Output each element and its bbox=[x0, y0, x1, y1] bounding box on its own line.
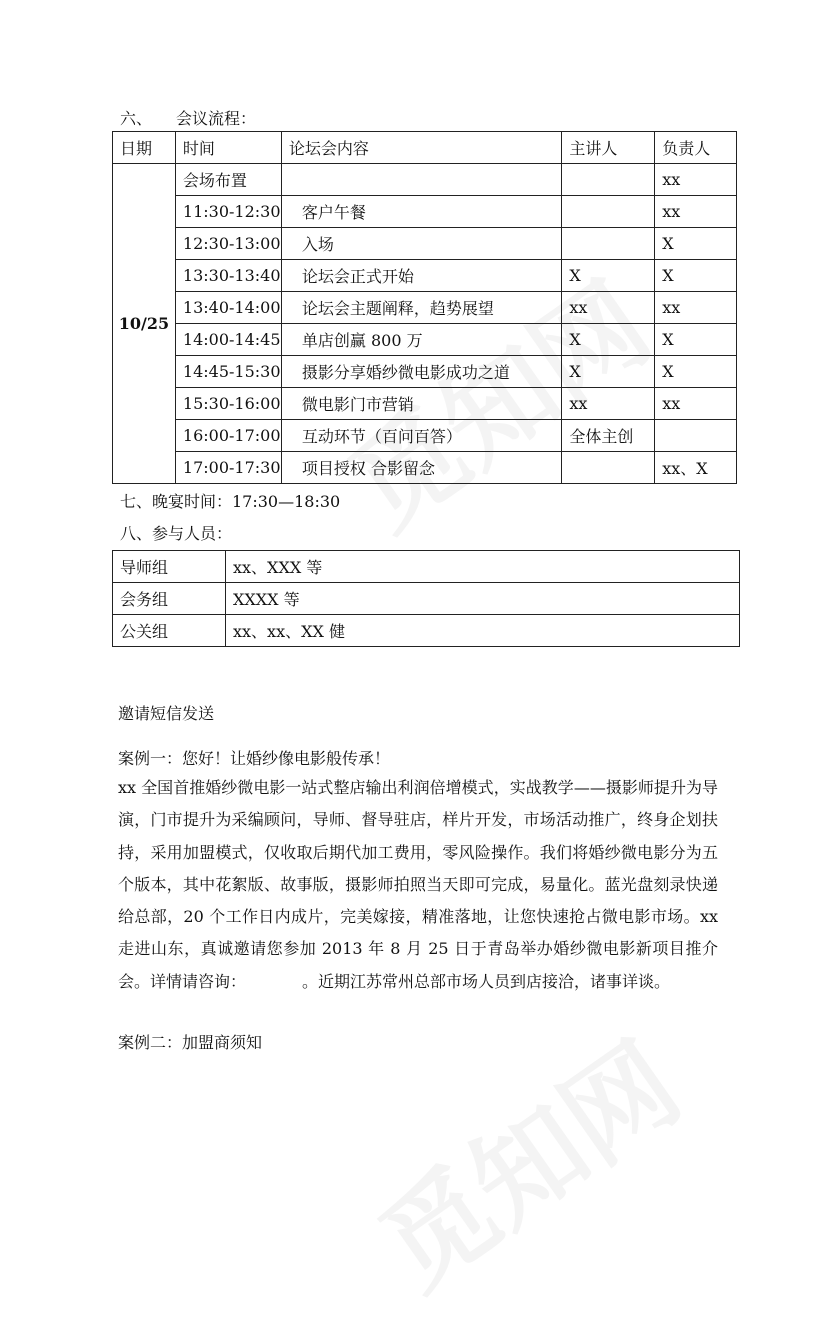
table-row bbox=[113, 228, 737, 260]
table-row bbox=[113, 583, 740, 615]
date-cell: 10/25 bbox=[113, 164, 176, 484]
schedule-header-row bbox=[113, 132, 737, 164]
header-owner: 负责人 bbox=[655, 132, 737, 164]
content-cell: 单店创赢 800 万 bbox=[281, 324, 562, 356]
owner-cell: xx bbox=[655, 388, 737, 420]
members-cell: xx、xx、XX 健 bbox=[226, 615, 740, 647]
content-cell: 互动环节（百问百答） bbox=[281, 420, 562, 452]
table-row bbox=[113, 292, 737, 324]
owner-cell: xx bbox=[655, 292, 737, 324]
time-cell: 15:30-16:00 bbox=[175, 388, 281, 420]
content-cell: 入场 bbox=[281, 228, 562, 260]
time-cell: 12:30-13:00 bbox=[175, 228, 281, 260]
speaker-cell: 全体主创 bbox=[562, 420, 655, 452]
members-cell: XXXX 等 bbox=[226, 583, 740, 615]
case-1-body: xx 全国首推婚纱微电影一站式整店输出利润倍增模式，实战教学——摄影师提升为导演，门市提升为采编顾问，导师、督导驻店，样片开发，市场活动推广，终身企划扶持，采用加盟模式，仅收取后期代加工费用，零风险操作。我们将婚纱微电影分为五个版本，其中花絮版、故事版，摄影师拍照当天即可完成，易量化。蓝光盘刻录快递给总部，20 个工作日内成片，完美嫁接，精准落地，让您快速抢占微电影市场。xx 走进山东，真诚邀请您参加 2013 年 8 月 25 日于青岛举办婚纱微电影新项目推介会。详情请咨询： 。近期江苏常州总部市场人员到店接洽，诸事详谈。 bbox=[118, 778, 718, 991]
staff-table bbox=[112, 550, 740, 647]
table-row bbox=[113, 164, 737, 196]
header-speaker: 主讲人 bbox=[562, 132, 655, 164]
time-cell: 14:45-15:30 bbox=[175, 356, 281, 388]
content-cell: 论坛会正式开始 bbox=[281, 260, 562, 292]
speaker-cell bbox=[562, 228, 655, 260]
owner-cell: xx bbox=[655, 164, 737, 196]
header-date: 日期 bbox=[113, 132, 176, 164]
time-cell: 会场布置 bbox=[175, 164, 281, 196]
content-cell: 微电影门市营销 bbox=[281, 388, 562, 420]
table-row bbox=[113, 388, 737, 420]
owner-cell bbox=[655, 420, 737, 452]
table-row bbox=[113, 551, 740, 583]
table-row bbox=[113, 196, 737, 228]
content-cell: 客户午餐 bbox=[281, 196, 562, 228]
section-8-title: 八、参与人员： bbox=[120, 524, 233, 543]
members-cell: xx、XXX 等 bbox=[226, 551, 740, 583]
table-row bbox=[113, 356, 737, 388]
content-cell: 论坛会主题阐释，趋势展望 bbox=[281, 292, 562, 324]
time-cell: 13:40-14:00 bbox=[175, 292, 281, 324]
group-cell: 导师组 bbox=[113, 551, 226, 583]
sms-heading: 邀请短信发送 bbox=[118, 704, 215, 723]
owner-cell: xx、X bbox=[655, 452, 737, 484]
case-1-title: 案例一：您好！让婚纱像电影般传承！ bbox=[118, 749, 391, 768]
section-7-title: 七、晚宴时间：17:30—18:30 bbox=[120, 492, 341, 511]
time-cell: 14:00-14:45 bbox=[175, 324, 281, 356]
speaker-cell: xx bbox=[562, 292, 655, 324]
case-2-title: 案例二：加盟商须知 bbox=[118, 1033, 263, 1052]
table-row bbox=[113, 615, 740, 647]
content-cell bbox=[281, 164, 562, 196]
content-cell: 项目授权 合影留念 bbox=[281, 452, 562, 484]
speaker-cell bbox=[562, 164, 655, 196]
header-content: 论坛会内容 bbox=[281, 132, 562, 164]
schedule-table bbox=[112, 131, 737, 484]
time-cell: 13:30-13:40 bbox=[175, 260, 281, 292]
table-row bbox=[113, 420, 737, 452]
time-cell: 17:00-17:30 bbox=[175, 452, 281, 484]
speaker-cell: X bbox=[562, 356, 655, 388]
speaker-cell: xx bbox=[562, 388, 655, 420]
owner-cell: X bbox=[655, 228, 737, 260]
table-row bbox=[113, 260, 737, 292]
speaker-cell bbox=[562, 196, 655, 228]
owner-cell: X bbox=[655, 324, 737, 356]
section-6-title: 六、 会议流程： bbox=[120, 109, 257, 128]
table-row bbox=[113, 452, 737, 484]
speaker-cell: X bbox=[562, 260, 655, 292]
table-row bbox=[113, 324, 737, 356]
time-cell: 16:00-17:00 bbox=[175, 420, 281, 452]
content-cell: 摄影分享婚纱微电影成功之道 bbox=[281, 356, 562, 388]
speaker-cell bbox=[562, 452, 655, 484]
header-time: 时间 bbox=[175, 132, 281, 164]
owner-cell: X bbox=[655, 356, 737, 388]
owner-cell: xx bbox=[655, 196, 737, 228]
time-cell: 11:30-12:30 bbox=[175, 196, 281, 228]
group-cell: 公关组 bbox=[113, 615, 226, 647]
speaker-cell: X bbox=[562, 324, 655, 356]
group-cell: 会务组 bbox=[113, 583, 226, 615]
owner-cell: X bbox=[655, 260, 737, 292]
